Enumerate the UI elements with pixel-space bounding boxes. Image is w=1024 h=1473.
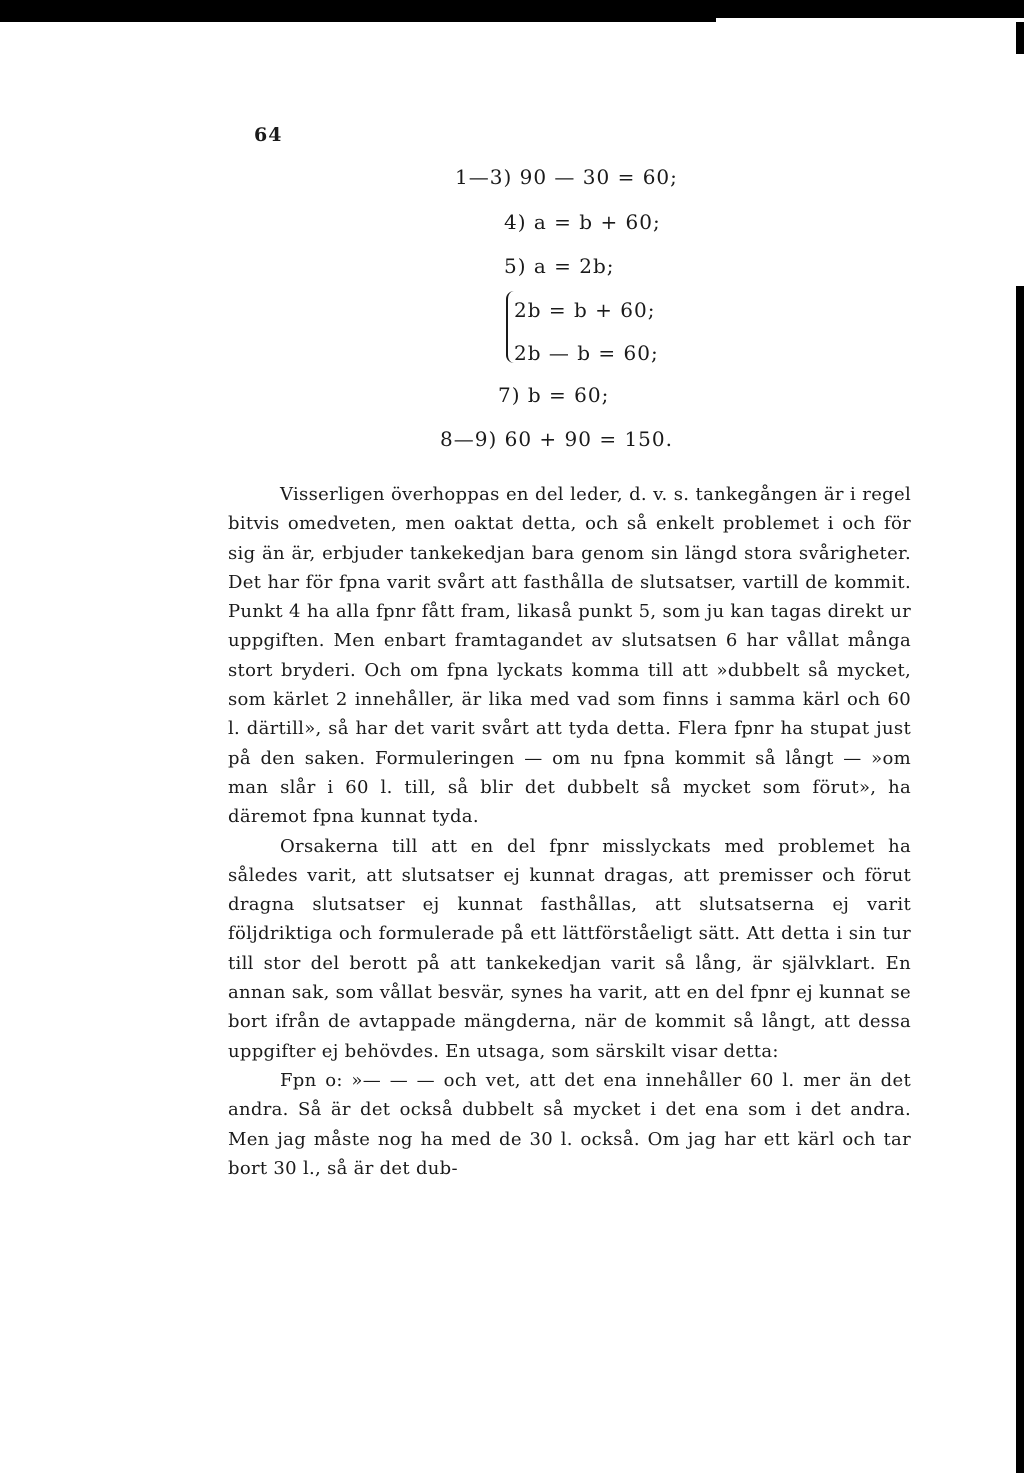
paragraph: Visserligen överhoppas en del leder, d. v. s. tankegången är i regel bitvis omedveten, men oaktat detta, och så enkelt problemet i och för sig än är, erbjuder tankekedjan bara genom sin längd stora svårigheter. Det har för fpna varit svårt att fasthålla de slutsatser, vartill de kommit. Punkt 4 ha alla fpnr fått fram, likaså punkt 5, som ju kan tagas direkt ur uppgiften. Men enbart framtagandet av slutsatsen 6 har vållat många stort bryderi. Och om fpna lyckats komma till att »dubbelt så mycket, som kärlet 2 innehåller, är lika med vad som finns i samma kärl och 60 l. därtill», så har det varit svårt att tyda detta. Flera fpnr ha stupat just på den saken. Formuleringen — om nu fpna kommit så långt — »om man slår i 60 l. till, så blir det dubbelt så mycket som förut», ha däremot fpna kunnat tyda. (228, 484, 911, 828)
formula-step-6b: 2b — b = 60; (514, 341, 659, 365)
paragraph: Fpn o: »— — — och vet, att det ena innehåller 60 l. mer än det andra. Så är det också dubbelt så mycket i det ena som i det andra. Men jag måste nog ha med de 30 l. också. Om jag har ett kärl och tar bort 30 l., så är det dub- (228, 1069, 911, 1179)
formula-step-8-9: 8—9) 60 + 90 = 150. (440, 427, 673, 451)
paragraph: Orsakerna till att en del fpnr misslyckats med problemet ha således varit, att slutsatser ej kunnat dragas, att premisser och förut dragna slutsatser ej kunnat fasthållas, att slutsatserna ej varit följdriktiga och formulerade på ett lättförståeligt sätt. Att detta i sin tur till stor del berott på att tankekedjan varit så lång, är självklart. En annan sak, som vållat besvär, synes ha varit, att en del fpnr ej kunnat se bort ifrån de avtappade mängderna, när de kommit så långt, att dessa uppgifter ej behövdes. En utsaga, som särskilt visar detta: (228, 835, 911, 1062)
formula-step-1-3: 1—3) 90 — 30 = 60; (455, 165, 678, 189)
formula-block (380, 165, 800, 465)
formula-step-7: 7) b = 60; (498, 383, 610, 407)
page-number: 64 (254, 124, 283, 146)
formula-step-6a: 2b = b + 60; (514, 298, 656, 322)
formula-step-4: 4) a = b + 60; (504, 210, 661, 234)
body-text (228, 480, 911, 1183)
formula-step-5: 5) a = 2b; (504, 254, 615, 278)
scan-edge-bar (1016, 54, 1024, 286)
